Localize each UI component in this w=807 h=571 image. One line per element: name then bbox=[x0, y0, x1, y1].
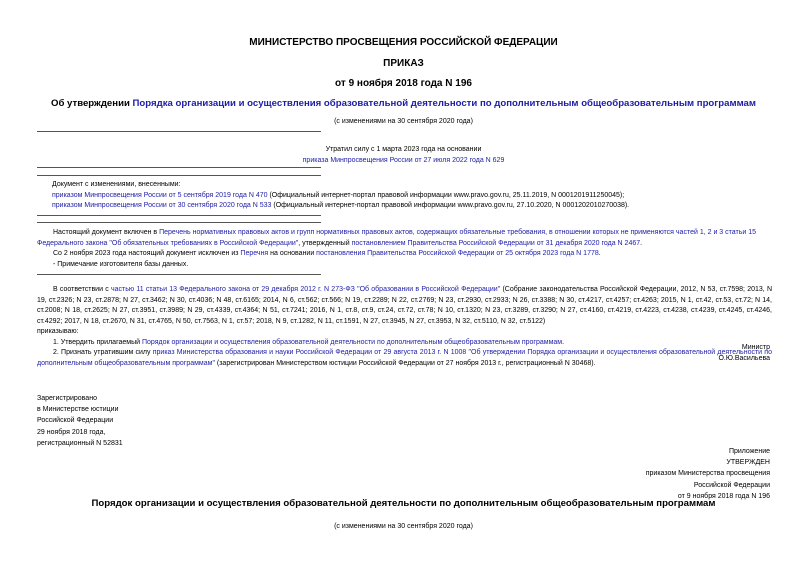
order-heading: ПРИКАЗ bbox=[383, 58, 424, 69]
poryadok-link[interactable]: Порядок организации и осуществления образовательной деятельности по дополнительным общеобразовательным программам bbox=[141, 338, 563, 346]
order-title-prefix: Об утверждении bbox=[51, 98, 133, 109]
document-changes bbox=[52, 180, 772, 212]
poryadok-title: Порядок организации и осуществления образовательной деятельности по дополнительным общеобразовательным программам bbox=[91, 498, 716, 509]
body-paragraph-3: 1. Утвердить прилагаемый Порядок организации и осуществления образовательной деятельности по дополнительным общеобразовательным программам. bbox=[53, 338, 565, 346]
minister-signature bbox=[570, 343, 770, 364]
lost-force-block bbox=[0, 144, 807, 166]
body-paragraph-4: 2. Признать утратившим силу приказ Министерства образования и науки Российской Федерации от 29 августа 2013 г. N 1008 "Об утверждении Порядка организации и осуществления образовательной деятельности по дополнительным общеобразовательным программам" (зарегистрирован Министерством юстиции Российской Федерации от 27 ноября 2013 г., регистрационный N 30468). bbox=[37, 349, 772, 367]
document-changes-intro: Документ с изменениями, внесенными: bbox=[52, 181, 181, 188]
minister-name: О.Ю.Васильева bbox=[718, 354, 770, 362]
body-paragraph-2: приказываю: bbox=[37, 328, 79, 335]
change-link-2[interactable]: приказом Минпросвещения России от 30 сентября 2020 года N 533 bbox=[52, 202, 272, 209]
lost-force-link[interactable]: приказа Минпросвещения России от 27 июля 2022 года N 629 bbox=[302, 157, 505, 164]
lost-force-text: Утратил силу с 1 марта 2023 года на основании bbox=[325, 146, 482, 153]
note-paragraph-1: Настоящий документ включен в Перечень нормативных правовых актов и групп нормативных правовых актов, содержащих обязательные требования, в отношении которых не применяются частей 1, 2 и 3 статьи 15 Федерального закона "Об обязательных требованиях в Российской Федерации", утвержденный постановлением Правительства Российской Федерации от 31 декабря 2020 года N 2467. bbox=[37, 229, 756, 247]
law-273-link[interactable]: частью 11 статьи 13 Федерального закона от 29 декабря 2012 г. N 273-ФЗ "Об образовании в Российской Федерации" bbox=[110, 286, 501, 293]
database-note bbox=[37, 228, 772, 270]
body-paragraph-1: В соответствии с частью 11 статьи 13 Федерального закона от 29 декабря 2012 г. N 273-ФЗ "Об образовании в Российской Федерации" (Собрание законодательства Российской Федерации, 2012, N 53, ст.7598; 2013, N 19, ст.2326; N 23, ст.2878; N 27, ст.3462; N 30, ст.4036; N 48, ст.6165; 2014, N 6, ст.562; ст.566; N 19, ст.2289; N 22, ст.2769; N 23, ст.2930, ст.2933; N 26, ст.3388; N 30, ст.4217, ст.4257; ст.4263; 2015, N 1, ст.42, ст.53, ст.72; N 14, ст.2008; N 18, ст.2625; N 27, ст.3951, ст.3989; N 29, ст.4339, ст.4364; N 51, ст.7241; 2016, N 1, ст.8, ст.9, ст.24, ст.72, ст.78; N 10, ст.1320; N 23, ст.3289, ст.3290; N 27, ст.4160, ст.4219, ст.4223, ст.4238, ст.4239, ст.4245, ст.4246, ст.4292; 2017, N 18, ст.2670, N 31, ст.4765, N 50, ст.7563, N 1, ст.57; 2018, N 9, ст.1282, N 11, ст.1591, N 27, ст.3945, N 27, ст.3953, N 32, ст.5110, N 32, ст.5122) bbox=[37, 286, 773, 325]
ministry-heading: МИНИСТЕРСТВО ПРОСВЕЩЕНИЯ РОССИЙСКОЙ ФЕДЕРАЦИИ bbox=[249, 37, 558, 48]
appendix-block: Приложение УТВЕРЖДЕН приказом Министерства просвещения Российской Федерации от 9 ноября 2018 года N 196 bbox=[645, 448, 770, 500]
divider bbox=[37, 215, 321, 216]
document-change-item: приказом Минпросвещения России от 5 сентября 2019 года N 470 (Официальный интернет-портал правовой информации www.pravo.gov.ru, 25.11.2019, N 0001201911250045); bbox=[52, 191, 625, 199]
order-title-link[interactable]: Порядка организации и осуществления образовательной деятельности по дополнительным общеобразовательным программам bbox=[132, 98, 756, 109]
divider bbox=[37, 167, 321, 168]
divider bbox=[37, 274, 321, 275]
changes-note: (с изменениями на 30 сентября 2020 года) bbox=[334, 118, 473, 125]
order-date: от 9 ноября 2018 года N 196 bbox=[335, 78, 472, 89]
registration-info: Зарегистрировано в Министерстве юстиции Российской Федерации 29 ноября 2018 года, регистрационный N 52831 bbox=[37, 395, 123, 447]
order-title bbox=[0, 98, 807, 109]
order-1008-link[interactable]: приказ Министерства образования и науки Российской Федерации от 29 августа 2013 г. N 1008 "Об утверждении Порядка организации и осуществления образовательной деятельности по дополнительным общеобразовательным программам" bbox=[37, 349, 772, 367]
note-paragraph-3: - Примечание изготовителя базы данных. bbox=[53, 260, 189, 268]
divider bbox=[37, 222, 321, 223]
change-link-1[interactable]: приказом Минпросвещения России от 5 сентября 2019 года N 470 bbox=[52, 191, 268, 199]
note-paragraph-2: Со 2 ноября 2023 года настоящий документ исключен из Перечня на основании постановления Правительства Российской Федерации от 25 октября 2023 года N 1778. bbox=[53, 250, 601, 257]
poryadok-changes-note: (с изменениями на 30 сентября 2020 года) bbox=[334, 523, 473, 530]
postanovlenie-1778-link[interactable]: постановления Правительства Российской Федерации от 25 октября 2023 года N 1778 bbox=[316, 250, 599, 257]
perechnya-link[interactable]: Перечня bbox=[240, 250, 269, 257]
perechen-link[interactable]: Перечень нормативных правовых актов и групп нормативных правовых актов, содержащих обязательные требования, в отношении которых не применяются частей 1, 2 и 3 статьи 15 Федерального закона "Об обязательных требованиях в Российской Федерации" bbox=[37, 229, 756, 247]
divider bbox=[37, 175, 321, 176]
divider bbox=[37, 131, 321, 132]
document-change-item: приказом Минпросвещения России от 30 сентября 2020 года N 533 (Официальный интернет-портал правовой информации www.pravo.gov.ru, 27.10.2020, N 0001202010270038). bbox=[52, 202, 630, 209]
postanovlenie-2467-link[interactable]: постановлением Правительства Российской Федерации от 31 декабря 2020 года N 2467 bbox=[351, 239, 641, 247]
minister-role: Министр bbox=[741, 344, 770, 351]
